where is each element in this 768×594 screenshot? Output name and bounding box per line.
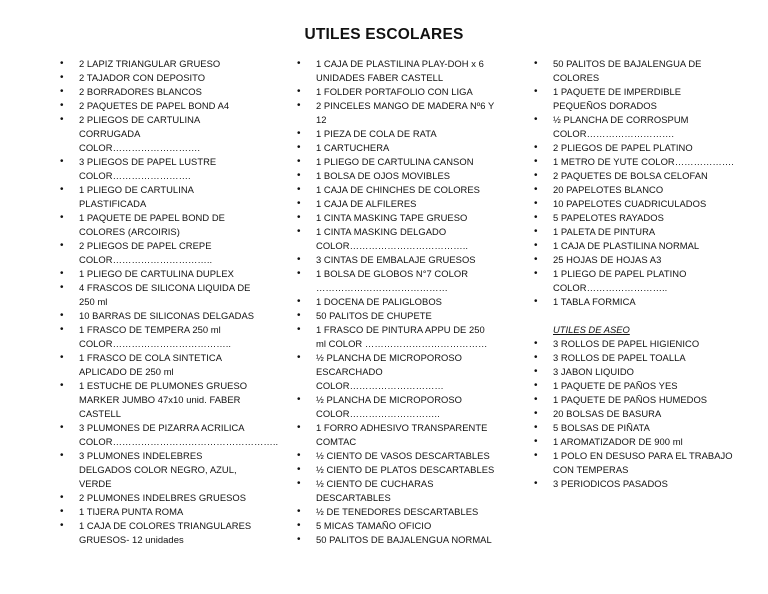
list-item: • 2 BORRADORES BLANCOS <box>60 85 255 99</box>
list-item: • 2 PINCELES MANGO DE MADERA Nº6 Y 12 <box>297 99 497 127</box>
list-item: • 2 LAPIZ TRIANGULAR GRUESO <box>60 57 255 71</box>
list-item: • 2 PLUMONES INDELBRES GRUESOS <box>60 491 255 505</box>
list-item: • 50 PALITOS DE BAJALENGUA NORMAL <box>297 533 497 547</box>
list-item: • 5 PAPELOTES RAYADOS <box>534 211 734 225</box>
list-item: • 1 PAQUETE DE PAÑOS HUMEDOS <box>534 393 734 407</box>
list-item: • 2 PAQUETES DE BOLSA CELOFAN <box>534 169 734 183</box>
list-item: • 3 ROLLOS DE PAPEL HIGIENICO <box>534 337 734 351</box>
list-item: • 50 PALITOS DE CHUPETE <box>297 309 497 323</box>
list-item: • 3 PERIODICOS PASADOS <box>534 477 734 491</box>
list-item: • 1 PALETA DE PINTURA <box>534 225 734 239</box>
list-item: • ½ PLANCHA DE MICROPOROSO COLOR……………………….. <box>297 393 497 421</box>
list-item: • 3 PLUMONES DE PIZARRA ACRILICA COLOR…………………………………………….. <box>60 421 255 449</box>
list-item: • ½ CIENTO DE VASOS DESCARTABLES <box>297 449 497 463</box>
list-item: • 25 HOJAS DE HOJAS A3 <box>534 253 734 267</box>
list-item: • 1 FRASCO DE COLA SINTETICA APLICADO DE 250 ml <box>60 351 255 379</box>
list-item: • 1 PLIEGO DE CARTULINA DUPLEX <box>60 267 255 281</box>
column-1 <box>60 57 279 547</box>
list-item: • 1 POLO EN DESUSO PARA EL TRABAJO CON TEMPERAS <box>534 449 734 477</box>
list-item: • 3 PLIEGOS DE PAPEL LUSTRE COLOR……………………. <box>60 155 255 183</box>
list-item: • 2 TAJADOR CON DEPOSITO <box>60 71 255 85</box>
aseo-list <box>534 337 734 491</box>
column-2 <box>297 57 497 547</box>
list-item: • 1 FORRO ADHESIVO TRANSPARENTE COMTAC <box>297 421 497 449</box>
list-item: • 4 FRASCOS DE SILICONA LIQUIDA DE 250 ml <box>60 281 255 309</box>
list-item: • 5 BOLSAS DE PIÑATA <box>534 421 734 435</box>
list-item: • 1 PIEZA DE COLA DE RATA <box>297 127 497 141</box>
list-item: • 1 CINTA MASKING DELGADO COLOR……………………………….. <box>297 225 497 253</box>
list-item: • 2 PLIEGOS DE PAPEL CREPE COLOR………………………….. <box>60 239 255 267</box>
list-item: • ½ CIENTO DE PLATOS DESCARTABLES <box>297 463 497 477</box>
list-item: • 2 PLIEGOS DE CARTULINA CORRUGADA COLOR………………………. <box>60 113 255 155</box>
list-item: • 1 TABLA FORMICA <box>534 295 734 309</box>
list-item: • 1 PAQUETE DE IMPERDIBLE PEQUEÑOS DORADOS <box>534 85 734 113</box>
supply-list-1 <box>60 57 279 547</box>
list-item: • 1 BOLSA DE OJOS MOVIBLES <box>297 169 497 183</box>
list-item: • ½ CIENTO DE CUCHARAS DESCARTABLES <box>297 477 497 505</box>
list-item: • 1 CARTUCHERA <box>297 141 497 155</box>
list-item: • 1 TIJERA PUNTA ROMA <box>60 505 255 519</box>
list-item: • ½ DE TENEDORES DESCARTABLES <box>297 505 497 519</box>
list-item: • 50 PALITOS DE BAJALENGUA DE COLORES <box>534 57 734 85</box>
list-item: • 1 PLIEGO DE PAPEL PLATINO COLOR…………………….. <box>534 267 734 295</box>
page-title: UTILES ESCOLARES <box>304 26 464 43</box>
list-item: • 1 FRASCO DE TEMPERA 250 ml COLOR……………………………….. <box>60 323 255 351</box>
list-item: • 1 PLIEGO DE CARTULINA PLASTIFICADA <box>60 183 255 211</box>
list-item: • 1 FRASCO DE PINTURA APPU DE 250 ml COLOR ………………………………… <box>297 323 497 351</box>
list-item: • 1 CAJA DE ALFILERES <box>297 197 497 211</box>
list-item: • 1 METRO DE YUTE COLOR………………. <box>534 155 734 169</box>
list-item: • 1 CAJA DE COLORES TRIANGULARES GRUESOS- 12 unidades <box>60 519 255 547</box>
list-item: • 3 ROLLOS DE PAPEL TOALLA <box>534 351 734 365</box>
aseo-heading: UTILES DE ASEO <box>553 324 630 335</box>
list-item: • ½ PLANCHA DE CORROSPUM COLOR………………………. <box>534 113 734 141</box>
list-item: • 2 PAQUETES DE PAPEL BOND A4 <box>60 99 255 113</box>
list-item: • 2 PLIEGOS DE PAPEL PLATINO <box>534 141 734 155</box>
list-item: • 10 PAPELOTES CUADRICULADOS <box>534 197 734 211</box>
list-item: • 1 ESTUCHE DE PLUMONES GRUESO MARKER JUMBO 47x10 unid. FABER CASTELL <box>60 379 255 421</box>
supply-list-3 <box>534 57 734 309</box>
list-item: • 1 CAJA DE CHINCHES DE COLORES <box>297 183 497 197</box>
list-item: • 1 FOLDER PORTAFOLIO CON LIGA <box>297 85 497 99</box>
list-item: • 1 BOLSA DE GLOBOS N°7 COLOR …………………………………… <box>297 267 497 295</box>
list-item: • 1 CINTA MASKING TAPE GRUESO <box>297 211 497 225</box>
list-item: • 1 PAQUETE DE PAPEL BOND DE COLORES (ARCOIRIS) <box>60 211 255 239</box>
list-item: • 1 AROMATIZADOR DE 900 ml <box>534 435 734 449</box>
list-item: • 5 MICAS TAMAÑO OFICIO <box>297 519 497 533</box>
list-item: • 3 PLUMONES INDELEBRES DELGADOS COLOR NEGRO, AZUL, VERDE <box>60 449 255 491</box>
list-item: • 1 CAJA DE PLASTILINA PLAY-DOH x 6 UNIDADES FABER CASTELL <box>297 57 497 85</box>
list-item: • 3 JABON LIQUIDO <box>534 365 734 379</box>
list-item: • 1 DOCENA DE PALIGLOBOS <box>297 295 497 309</box>
list-item: • 1 CAJA DE PLASTILINA NORMAL <box>534 239 734 253</box>
list-item: • 10 BARRAS DE SILICONAS DELGADAS <box>60 309 255 323</box>
supply-list-2 <box>297 57 497 547</box>
list-item: • 3 CINTAS DE EMBALAJE GRUESOS <box>297 253 497 267</box>
list-item: • 20 BOLSAS DE BASURA <box>534 407 734 421</box>
list-item: • 1 PAQUETE DE PAÑOS YES <box>534 379 734 393</box>
list-item: • 20 PAPELOTES BLANCO <box>534 183 734 197</box>
list-item: • 1 PLIEGO DE CARTULINA CANSON <box>297 155 497 169</box>
column-3 <box>534 57 734 491</box>
list-item: • ½ PLANCHA DE MICROPOROSO ESCARCHADO COLOR………………………… <box>297 351 497 393</box>
